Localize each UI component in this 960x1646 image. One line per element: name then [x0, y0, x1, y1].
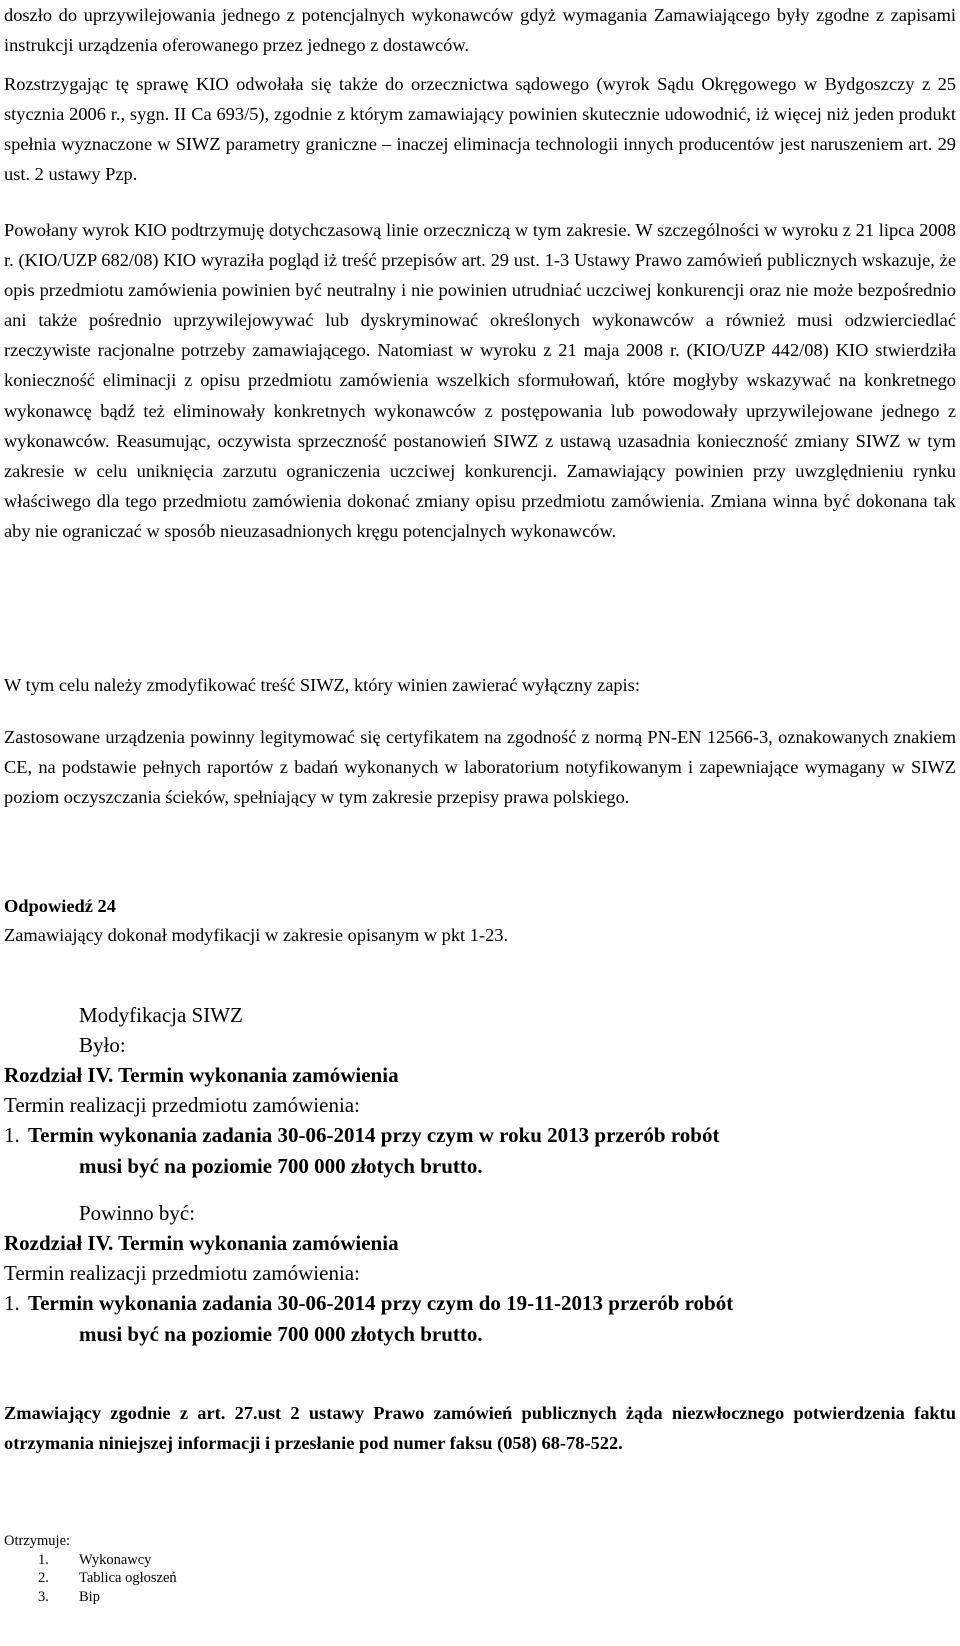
- should-item-line-1: Termin wykonania zadania 30-06-2014 przy czym do 19-11-2013 przerób robót: [28, 1291, 734, 1315]
- paragraph-1: [4, 0, 956, 60]
- should-item-line-2: musi być na poziomie 700 000 złotych brutto.: [79, 1322, 483, 1346]
- recipient-name: Wykonawcy: [79, 1551, 152, 1568]
- answer-section: [4, 892, 956, 950]
- should-label: Powinno być:: [79, 1201, 196, 1225]
- was-item-line-2: musi być na poziomie 700 000 złotych brutto.: [79, 1154, 483, 1178]
- paragraph-3: [4, 215, 956, 546]
- modification-title: Modyfikacja SIWZ: [79, 1003, 243, 1027]
- paragraph-1-text: doszło do uprzywilejowania jednego z potencjalnych wykonawców gdyż wymagania Zamawiającego były zgodne z zapisami instrukcji urządzenia oferowanego przez jednego z dostawców.: [4, 5, 956, 56]
- recipients-section: [4, 1532, 177, 1606]
- closing-text: Zmawiający zgodnie z art. 27.ust 2 ustawy Prawo zamówień publicznych żąda niezwłocznego potwierdzenia faktu otrzymania niniejszej informacji i przesłanie pod numer faksu (058) 68-78-522.: [4, 1403, 956, 1453]
- paragraph-5: [4, 722, 956, 812]
- recipient-number: 2.: [38, 1570, 49, 1586]
- list-item: [4, 1588, 177, 1607]
- paragraph-4-text: W tym celu należy zmodyfikować treść SIWZ, który winien zawierać wyłączny zapis:: [4, 675, 640, 695]
- list-item: [4, 1551, 177, 1570]
- was-subtitle: Termin realizacji przedmiotu zamówienia:: [4, 1093, 360, 1117]
- recipient-name: Tablica ogłoszeń: [79, 1570, 177, 1586]
- was-chapter-heading: Rozdział IV. Termin wykonania zamówienia: [4, 1063, 399, 1087]
- was-label: Było:: [79, 1033, 126, 1057]
- closing-section: [4, 1398, 956, 1458]
- paragraph-2-text: Rozstrzygając tę sprawę KIO odwołała się także do orzecznictwa sądowego (wyrok Sądu Okręgowego w Bydgoszczy z 25 stycznia 2006 r., sygn. II Ca 693/5), zgodnie z którym zamawiający powinien skutecznie udowodnić, iż więcej niż jeden produkt spełnia wyznaczone w SIWZ parametry graniczne – inaczej eliminacja technologii innych producentów jest naruszeniem art. 29 ust. 2 ustawy Pzp.: [4, 74, 956, 185]
- answer-heading: Odpowiedź 24: [4, 896, 116, 916]
- was-item-line-1: Termin wykonania zadania 30-06-2014 przy czym w roku 2013 przerób robót: [28, 1123, 720, 1147]
- recipients-label: Otrzymuje:: [4, 1533, 71, 1549]
- recipient-name: Bip: [79, 1588, 100, 1605]
- should-item-number: 1.: [4, 1291, 20, 1315]
- paragraph-4: [4, 670, 956, 700]
- answer-text: Zamawiający dokonał modyfikacji w zakresie opisanym w pkt 1-23.: [4, 925, 509, 945]
- should-item: [4, 1288, 956, 1319]
- was-item-continuation: [4, 1151, 956, 1182]
- should-be-section: [4, 1198, 956, 1350]
- should-chapter-heading: Rozdział IV. Termin wykonania zamówienia: [4, 1231, 399, 1255]
- paragraph-3-text: Powołany wyrok KIO podtrzymuję dotychczasową linie orzeczniczą w tym zakresie. W szczególności w wyroku z 21 lipca 2008 r. (KIO/UZP 682/08) KIO wyraziła pogląd iż treść przepisów art. 29 ust. 1-3 Ustawy Prawo zamówień publicznych wskazuje, że opis przedmiotu zamówienia powinien być neutralny i nie powinien utrudniać uczciwej konkurencji oraz nie może bezpośrednio ani także pośrednio uprzywilejowywać lub dyskryminować określonych wykonawców a również musi odzwierciedlać rzeczywiste racjonalne potrzeby zamawiającego. Natomiast w wyroku z 21 maja 2008 r. (KIO/UZP 442/08) KIO stwierdziła konieczność eliminacji z opisu przedmiotu zamówienia wszelkich sformułowań, które mogłyby wskazywać na konkretnego wykonawcę bądź też eliminowały konkretnych wykonawców z postępowania lub powodowały uprzywilejowane jednego z wykonawców. Reasumując, oczywista sprzeczność postanowień SIWZ z ustawą uzasadnia konieczność zmiany SIWZ w tym zakresie w celu uniknięcia zarzutu ograniczenia uczciwej konkurencji. Zamawiający powinien przy uwzględnieniu rynku właściwego dla tego przedmiotu zamówienia dokonać zmiany opisu przedmiotu zamówienia. Zmiana winna być dokonana tak aby nie ograniczać w sposób nieuzasadnionych kręgu potencjalnych wykonawców.: [4, 220, 956, 541]
- recipient-number: 1.: [38, 1551, 49, 1568]
- should-item-continuation: [4, 1319, 956, 1350]
- list-item: [4, 1569, 177, 1588]
- modification-section: [4, 1000, 956, 1182]
- recipients-list: [4, 1551, 177, 1607]
- paragraph-2: [4, 69, 956, 189]
- recipient-number: 3.: [38, 1588, 49, 1605]
- was-item-number: 1.: [4, 1123, 20, 1147]
- should-subtitle: Termin realizacji przedmiotu zamówienia:: [4, 1261, 360, 1285]
- paragraph-5-text: Zastosowane urządzenia powinny legitymować się certyfikatem na zgodność z normą PN-EN 12566-3, oznakowanych znakiem CE, na podstawie pełnych raportów z badań wykonanych w laboratorium notyfikowanym i zapewniające wymagany w SIWZ poziom oczyszczania ścieków, spełniający w tym zakresie przepisy prawa polskiego.: [4, 727, 956, 808]
- was-item: [4, 1120, 956, 1151]
